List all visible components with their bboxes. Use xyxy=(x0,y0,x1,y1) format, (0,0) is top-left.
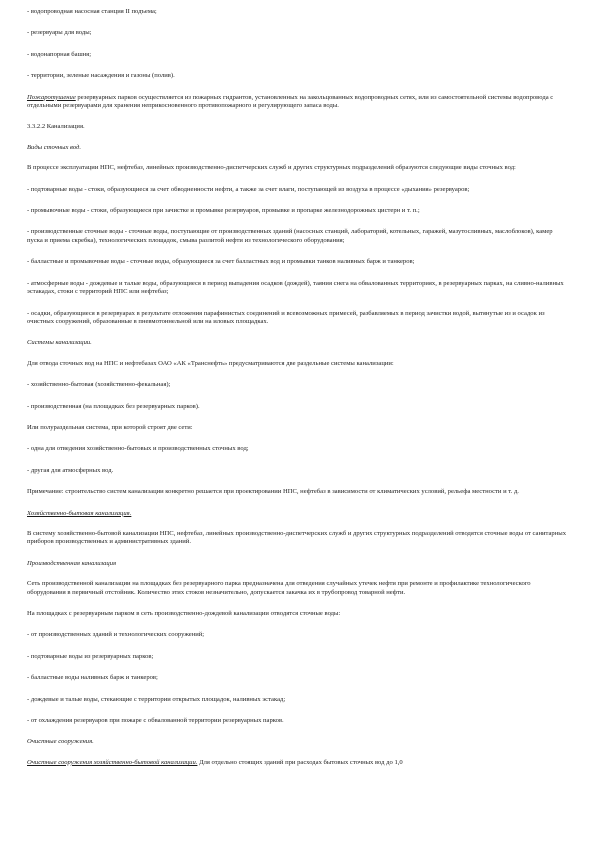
list-item: - от производственных зданий и технологических сооружений; xyxy=(27,631,205,639)
list-item: - территории, зеленые насаждения и газоны (полив). xyxy=(27,72,175,80)
paragraph: В систему хозяйственно-бытовой канализации НПС, нефтебаз, линейных производственно-диспетчерских служб и других структурных подразделений отводятся сточные воды от санитарных приборов производственных и административных зданий. xyxy=(27,529,566,546)
list-item: - промывочные воды - стоки, образующиеся при зачистке и промывке резервуаров, промывке и пропарке железнодорожных цистерн и т. п.; xyxy=(27,207,420,215)
list-item: - хозяйственно-бытовая (хозяйственно-фекальная); xyxy=(27,381,171,389)
subsection-heading: Системы канализации. xyxy=(27,339,92,347)
paragraph: Сеть производственной канализации на площадках без резервуарного парка предназначена для отведения случайных утечек нефти при ремонте и профилактике технологического оборудования в первичный отстойник. Количество этих стоков незначительно, допускается закачка их в трубопровод товарной нефти. xyxy=(27,580,531,596)
paragraph: На площадках с резервуарным парком в сеть производственно-дождевой канализации отводятся сточные воды: xyxy=(27,610,341,617)
list-item: - одна для отведения хозяйственно-бытовых и производственных сточных вод; xyxy=(27,445,249,453)
list-item: - подтоварные воды - стоки, образующиеся за счет обводненности нефти, а также за счет влаги, поступающей из воздуха в процессе «дыхания» резервуаров; xyxy=(27,185,470,193)
list-item: - другая для атмосферных вод. xyxy=(27,466,114,474)
paragraph: Для отвода сточных вод на НПС и нефтебазах ОАО «АК «Транснефть» предусматриваются две раздельные системы канализации: xyxy=(27,359,394,367)
fire-paragraph xyxy=(27,94,567,111)
list-item: - резервуары для воды; xyxy=(27,29,92,37)
list-item: - атмосферные воды - дождевые и талые воды, образующиеся в период выпадения осадков (дождей), таяния снега на обвалованных территориях, в резервуарных парках, на сливно-наливных эстакадах, стоки с территорий НПС или нефтебаз; xyxy=(27,279,564,296)
section-heading: 3.3.2.2 Канализация. xyxy=(27,123,85,131)
fire-text: резервуарных парков осуществляется из пожарных гидрантов, установленных на закольцованных водопроводных сетях, или из самостоятельной системы водопровода с отдельными резервуарами для хранения неприкосновенного противопожарного и регулирующего запаса воды. xyxy=(27,93,554,110)
list-item: - подтоварные воды из резервуарных парков; xyxy=(27,652,154,660)
list-item: - производственная (на площадках без резервуарных парков). xyxy=(27,402,200,410)
subsection-heading: Хозяйственно-бытовая канализация. xyxy=(27,509,132,517)
list-item: - балластные и промывочные воды - сточные воды, образующиеся за счет балластных вод и промывки танков наливных барж и танкеров; xyxy=(27,258,415,266)
subsection-heading: Виды сточных вод. xyxy=(27,143,82,151)
treatment-text: Для отдельно стоящих зданий при расходах бытовых сточных вод до 1,0 xyxy=(197,758,403,766)
list-item: - балластные воды наливных барж и танкеров; xyxy=(27,674,158,682)
list-item: - водопроводная насосная станция II подъема; xyxy=(27,8,157,15)
note-paragraph: Примечание: строительство систем канализации конкретно решается при проектировании НПС, нефтебаз в зависимости от климатических условий, рельефа местности и т. д. xyxy=(27,488,519,496)
document-page xyxy=(27,8,567,780)
list-item: - водонапорная башня; xyxy=(27,50,92,58)
subsection-heading: Очистные сооружения. xyxy=(27,738,94,746)
list-item: - дождевые и талые воды, стекающие с территории открытых площадок, наливных эстакад; xyxy=(27,695,286,703)
list-item: - производственные сточные воды - сточные воды, поступающие от производственных зданий (насосных станций, лабораторий, котельных, гаражей, мазутосливных, маслоблоков), камер пуска и приема скребка), технологических площадок, смыва разлитой нефти из технологического оборудования; xyxy=(27,228,553,244)
fire-term: Пожаротушение xyxy=(27,93,76,101)
subsection-heading: Производственная канализация xyxy=(27,559,117,567)
treatment-paragraph xyxy=(27,759,567,767)
paragraph: В процессе эксплуатации НПС, нефтебаз, линейных производственно-диспетчерских служб и других структурных подразделений образуются следующие виды сточных вод: xyxy=(27,164,516,172)
paragraph: Или полураздельная система, при которой строят две сети: xyxy=(27,423,193,431)
list-item: - осадки, образующиеся в резервуарах в результате отложения парафинистых соединений и всевозможных примесей, разбавляемых в период зачистки водой, вытянутые из и осадок из очистных сооружений, образованные в пневмотоннельной или на иловых площадках. xyxy=(27,309,545,325)
list-item: - от охлаждения резервуаров при пожаре с обвалованной территории резервуарных парков. xyxy=(27,717,284,725)
treatment-term: Очистные сооружения хозяйственно-бытовой канализации. xyxy=(27,758,198,766)
